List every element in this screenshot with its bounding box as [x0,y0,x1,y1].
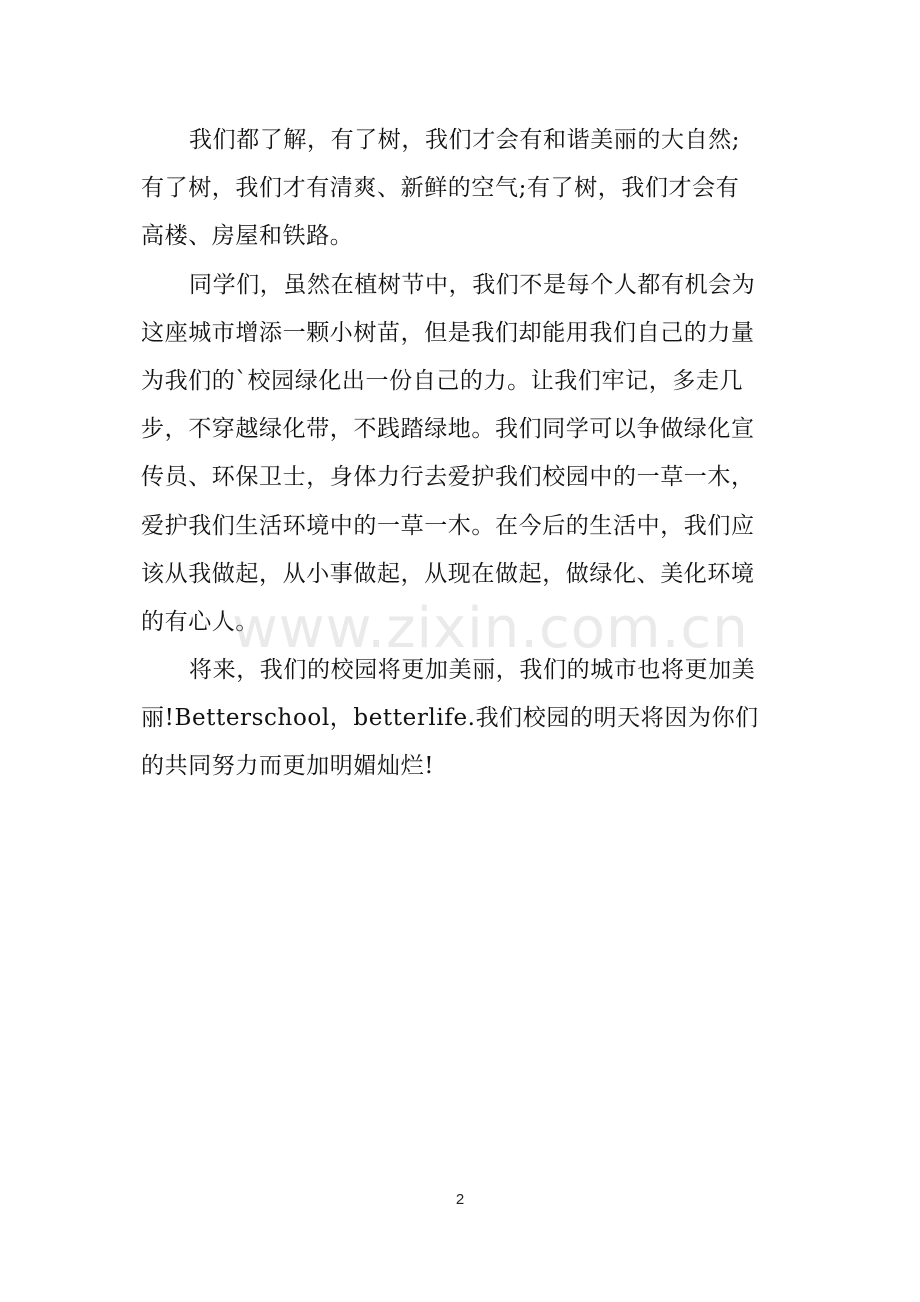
text-line: 的共同努力而更加明媚灿烂! [141,753,435,780]
text-line: 有了树，我们才有清爽、新鲜的空气;有了树，我们才会有 [141,175,740,202]
body-text [141,116,781,791]
text-line: 高楼、房屋和铁路。 [141,223,354,250]
text-line: 将来，我们的校园将更加美丽，我们的城市也将更加美 [189,657,756,684]
page-number: 2 [455,1191,465,1208]
text-line: 为我们的`校园绿化出一份自己的力。让我们牢记，多走几 [141,367,744,394]
text-line: 丽!Betterschool，betterlife.我们校园的明天将因为你们 [141,705,759,732]
paragraph-3 [141,646,781,791]
text-line: 步，不穿越绿化带，不践踏绿地。我们同学可以争做绿化宣 [141,416,755,443]
text-line: 爱护我们生活环境中的一草一木。在今后的生活中，我们应 [141,512,755,539]
paragraph-1 [141,116,781,261]
text-line: 这座城市增添一颗小树苗，但是我们却能用我们自己的力量 [141,319,755,346]
text-line: 传员、环保卫士，身体力行去爱护我们校园中的一草一木， [141,464,755,491]
watermark: www.zixin.com.cn [232,596,749,661]
paragraph-2 [141,261,781,647]
text-line: 我们都了解，有了树，我们才会有和谐美丽的大自然; [189,127,741,153]
text-line: 同学们，虽然在植树节中，我们不是每个人都有机会为 [189,271,756,298]
text-line: 该从我做起，从小事做起，从现在做起，做绿化、美化环境 [141,560,755,587]
text-line: 的有心人。 [141,608,259,635]
